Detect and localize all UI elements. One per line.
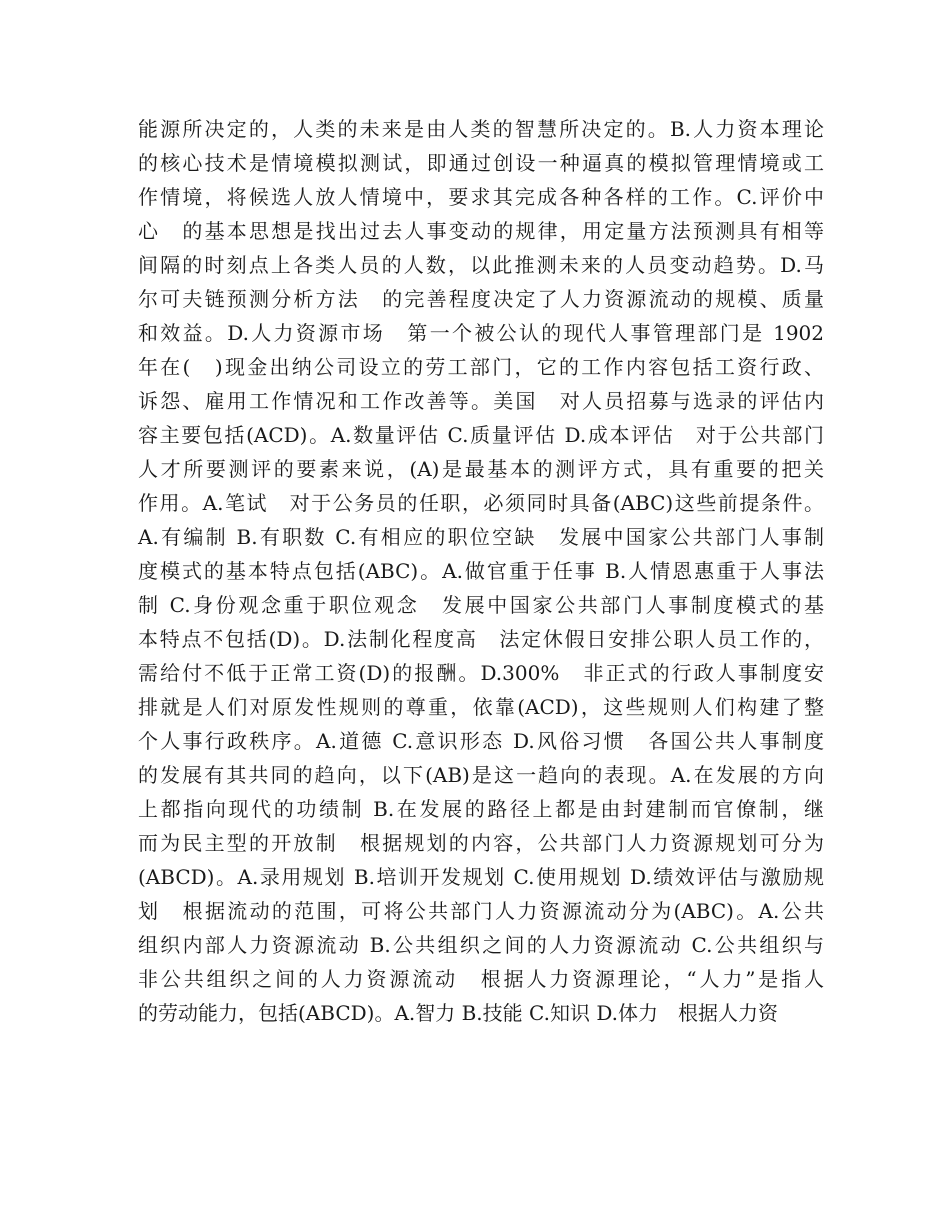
- text-line: 划 根据流动的范围，可将公共部门人力资源流动分为(ABC)。A.公共: [138, 899, 824, 923]
- text-line: 年在( )现金出纳公司设立的劳工部门，它的工作内容包括工资行政、: [138, 355, 824, 379]
- text-line: 非公共组织之间的人力资源流动 根据人力资源理论，“人力”是指人: [138, 967, 824, 991]
- text-line: 制 C.身份观念重于职位观念 发展中国家公共部门人事制度模式的基: [138, 593, 824, 617]
- text-line: 度模式的基本特点包括(ABC)。A.做官重于任事 B.人情恩惠重于人事法: [138, 559, 824, 583]
- text-line: 容主要包括(ACD)。A.数量评估 C.质量评估 D.成本评估 对于公共部门: [138, 423, 824, 447]
- text-line: 组织内部人力资源流动 B.公共组织之间的人力资源流动 C.公共组织与: [138, 933, 824, 957]
- text-line: 需给付不低于正常工资(D)的报酬。D.300% 非正式的行政人事制度安: [138, 661, 824, 685]
- text-line: 间隔的时刻点上各类人员的人数，以此推测未来的人员变动趋势。D.马: [138, 253, 824, 277]
- text-line: 的核心技术是情境模拟测试，即通过创设一种逼真的模拟管理情境或工: [138, 151, 824, 175]
- text-line: 作用。A.笔试 对于公务员的任职，必须同时具备(ABC)这些前提条件。: [138, 491, 824, 515]
- text-line: 的劳动能力，包括(ABCD)。A.智力 B.技能 C.知识 D.体力 根据人力资: [138, 1001, 779, 1025]
- text-line: 尔可夫链预测分析方法 的完善程度决定了人力资源流动的规模、质量: [138, 287, 824, 311]
- text-line: 而为民主型的开放制 根据规划的内容，公共部门人力资源规划可分为: [138, 831, 824, 855]
- text-line: 诉怨、雇用工作情况和工作改善等。美国 对人员招募与选录的评估内: [138, 389, 824, 413]
- text-line: 心 的基本思想是找出过去人事变动的规律，用定量方法预测具有相等: [138, 219, 824, 243]
- text-line: 能源所决定的，人类的未来是由人类的智慧所决定的。B.人力资本理论: [138, 117, 824, 141]
- text-line: 的发展有其共同的趋向，以下(AB)是这一趋向的表现。A.在发展的方向: [138, 763, 824, 787]
- text-line: A.有编制 B.有职数 C.有相应的职位空缺 发展中国家公共部门人事制: [138, 525, 824, 549]
- body-text: [138, 112, 824, 1030]
- text-line: 本特点不包括(D)。D.法制化程度高 法定休假日安排公职人员工作的，: [138, 627, 824, 651]
- text-line: 和效益。D.人力资源市场 第一个被公认的现代人事管理部门是 1902: [138, 321, 824, 345]
- text-line: (ABCD)。A.录用规划 B.培训开发规划 C.使用规划 D.绩效评估与激励规: [138, 865, 824, 889]
- text-line: 作情境，将候选人放人情境中，要求其完成各种各样的工作。C.评价中: [138, 185, 824, 209]
- text-line: 排就是人们对原发性规则的尊重，依靠(ACD)，这些规则人们构建了整: [138, 695, 824, 719]
- text-line: 个人事行政秩序。A.道德 C.意识形态 D.风俗习惯 各国公共人事制度: [138, 729, 824, 753]
- text-line: 人才所要测评的要素来说，(A)是最基本的测评方式，具有重要的把关: [138, 457, 824, 481]
- text-line: 上都指向现代的功绩制 B.在发展的路径上都是由封建制而官僚制，继: [138, 797, 824, 821]
